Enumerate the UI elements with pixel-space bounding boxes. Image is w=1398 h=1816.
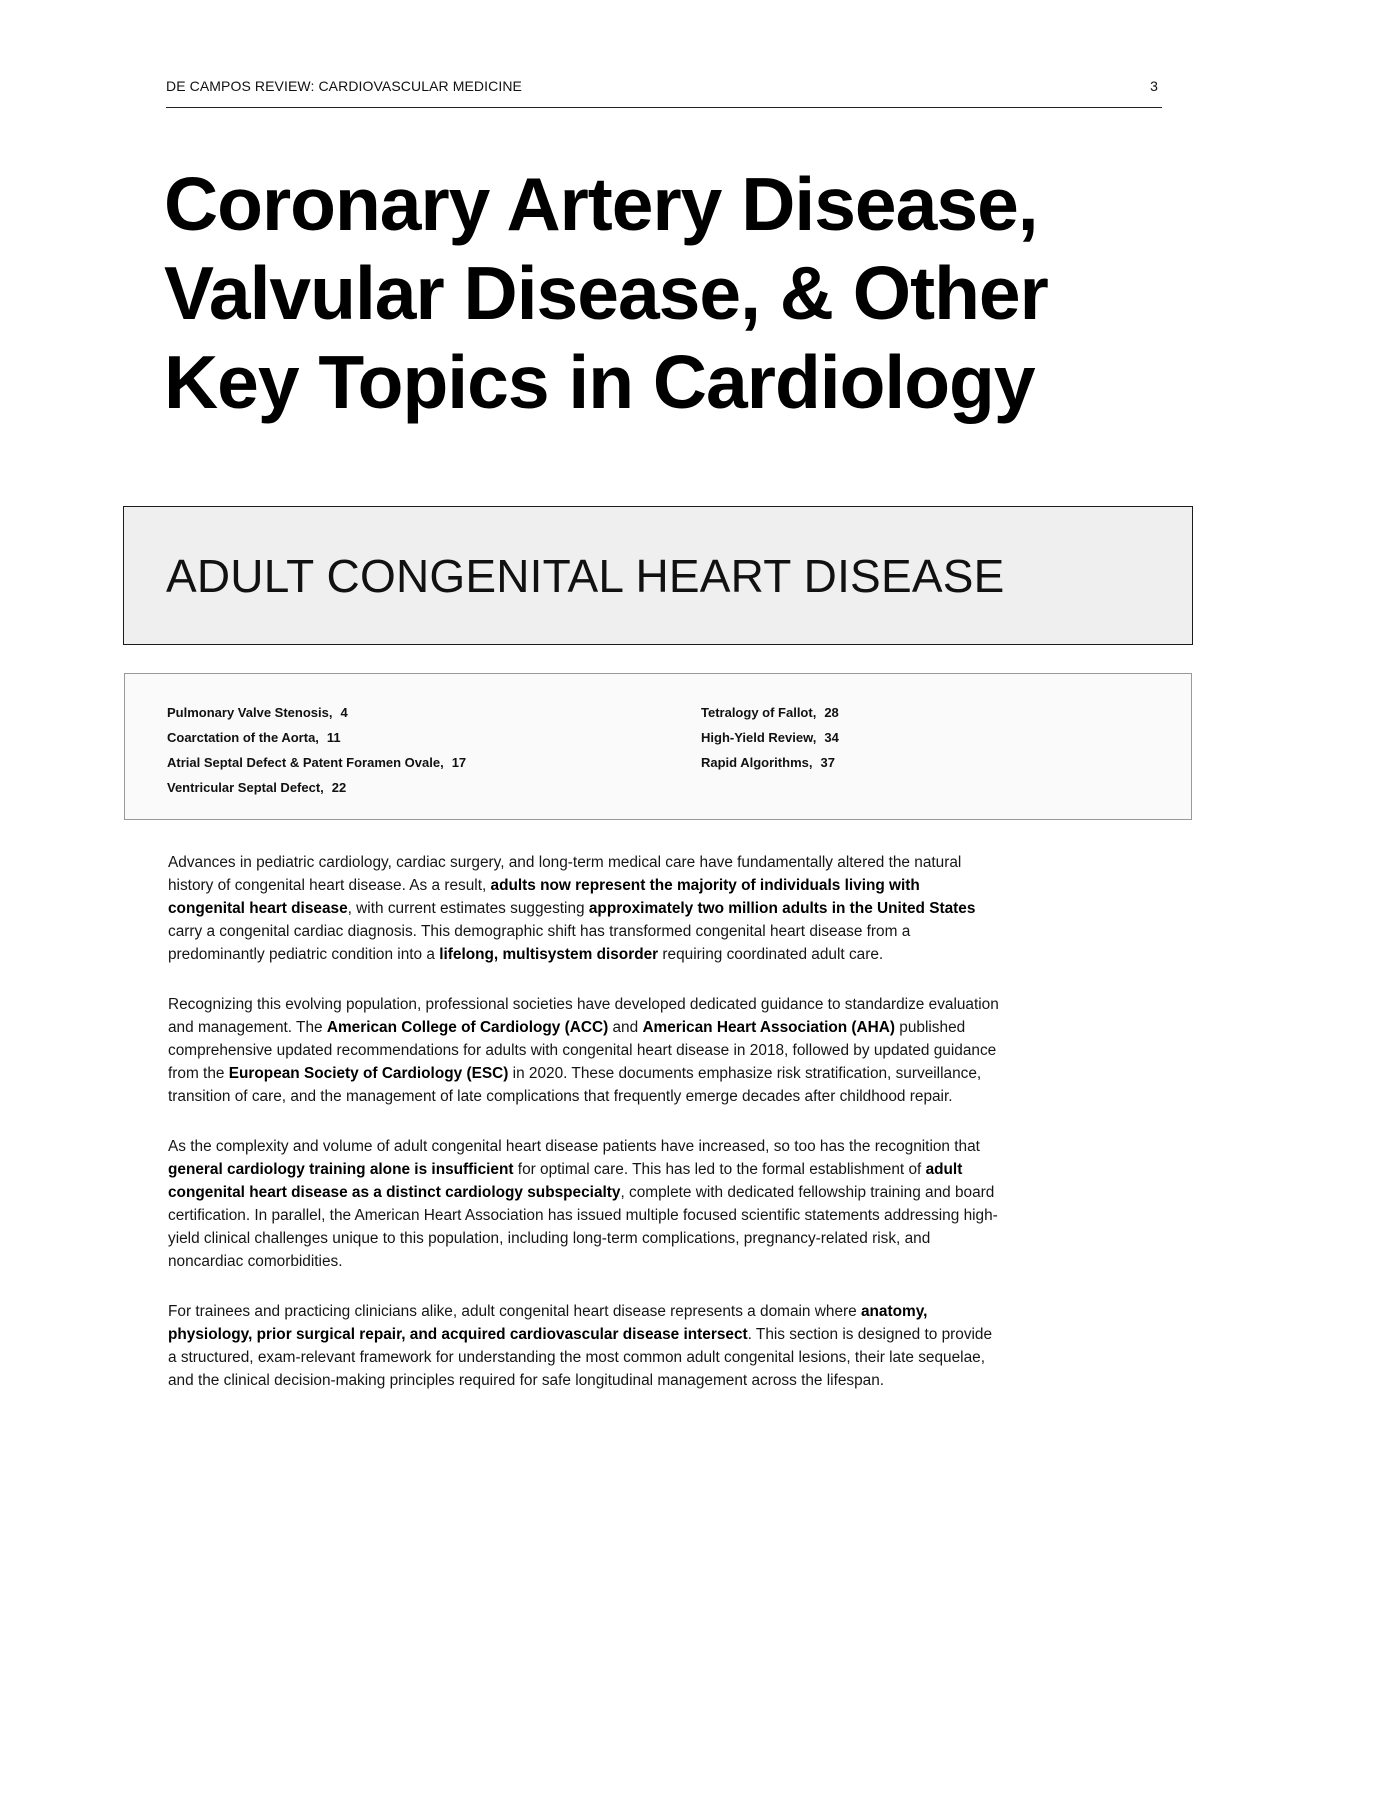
- text-run-bold: adults now represent the majority of individuals living with congenital heart disease: [168, 877, 920, 917]
- text-run: for optimal care. This has led to the formal establishment of: [513, 1161, 926, 1178]
- text-run-bold: approximately two million adults in the United States: [588, 900, 976, 917]
- toc-item-page: 17: [451, 755, 467, 770]
- chapter-title-line: Coronary Artery Disease,: [164, 162, 1038, 246]
- toc-item[interactable]: [701, 700, 839, 725]
- body-paragraph: [168, 1300, 1000, 1392]
- text-run: Advances in pediatric cardiology, cardiac surgery, and long-term medical care have fundamentally altered the natural history of congenital heart disease. As a result,: [168, 854, 962, 894]
- toc-item[interactable]: [167, 700, 466, 725]
- text-run-bold: lifelong, multisystem disorder: [439, 946, 659, 963]
- text-run: Recognizing this evolving population, professional societies have developed dedicated guidance to standardize evaluation and management. The: [168, 996, 999, 1036]
- toc-item[interactable]: [167, 725, 466, 750]
- chapter-title-line: Key Topics in Cardiology: [164, 340, 1035, 424]
- toc-item[interactable]: [167, 750, 466, 775]
- text-run: and: [608, 1019, 643, 1036]
- toc-item-label: Atrial Septal Defect & Patent Foramen Ovale,: [167, 755, 444, 770]
- table-of-contents: [124, 673, 1192, 820]
- text-run-bold: anatomy, physiology, prior surgical repair, and acquired cardiovascular disease intersect: [168, 1303, 928, 1343]
- text-run-bold: adult congenital heart disease as a distinct cardiology subspecialty: [168, 1161, 963, 1201]
- text-run-bold: general cardiology training alone is insufficient: [168, 1161, 514, 1178]
- text-run: , with current estimates suggesting: [347, 900, 589, 917]
- text-run: , complete with dedicated fellowship training and board certification. In parallel, the American Heart Association has issued multiple focused scientific statements addressing high-yield clinical challenges unique to this population, including long-term complications, pregnancy-related risk, and noncardiac comorbidities.: [168, 1184, 998, 1270]
- toc-item[interactable]: [701, 750, 839, 775]
- toc-column-2: [701, 700, 839, 775]
- text-run-bold: American College of Cardiology (ACC): [326, 1019, 609, 1036]
- toc-item-label: High-Yield Review,: [701, 730, 817, 745]
- text-run: As the complexity and volume of adult congenital heart disease patients have increased, so too has the recognition that: [168, 1138, 980, 1155]
- section-title: ADULT CONGENITAL HEART DISEASE: [166, 550, 1005, 602]
- page-number: 3: [1150, 78, 1158, 94]
- text-run: carry a congenital cardiac diagnosis. This demographic shift has transformed congenital heart disease from a predominantly pediatric condition into a: [168, 923, 911, 963]
- toc-item-label: Rapid Algorithms,: [701, 755, 813, 770]
- toc-item[interactable]: [167, 775, 466, 800]
- toc-item-label: Tetralogy of Fallot,: [701, 705, 817, 720]
- running-header-title: DE CAMPOS REVIEW: CARDIOVASCULAR MEDICINE: [166, 78, 522, 94]
- toc-item-label: Pulmonary Valve Stenosis,: [167, 705, 333, 720]
- toc-item-page: 37: [820, 755, 835, 770]
- body-paragraph: [168, 1135, 1000, 1273]
- text-run: For trainees and practicing clinicians alike, adult congenital heart disease represents a domain where: [168, 1303, 861, 1320]
- toc-item-label: Ventricular Septal Defect,: [167, 780, 324, 795]
- body-paragraph: [168, 851, 1000, 966]
- chapter-title-line: Valvular Disease, & Other: [164, 251, 1048, 335]
- toc-item-label: Coarctation of the Aorta,: [167, 730, 319, 745]
- toc-item-page: 28: [824, 705, 839, 720]
- toc-column-1: [167, 700, 466, 800]
- text-run: . This section is designed to provide a structured, exam-relevant framework for understanding the most common adult congenital lesions, their late sequelae, and the clinical decision-making principles required for safe longitudinal management across the lifespan.: [168, 1326, 993, 1389]
- text-run: requiring coordinated adult care.: [658, 946, 884, 963]
- running-header: [166, 76, 1162, 108]
- body-paragraph: [168, 993, 1000, 1108]
- toc-item-page: 22: [331, 780, 347, 795]
- toc-item-page: 11: [326, 730, 341, 745]
- text-run: in 2020. These documents emphasize risk stratification, surveillance, transition of care, and the management of late complications that frequently emerge decades after childhood repair.: [168, 1065, 982, 1105]
- chapter-title: [164, 160, 1124, 427]
- text-run-bold: American Heart Association (AHA): [642, 1019, 896, 1036]
- toc-item-page: 34: [824, 730, 839, 745]
- text-run-bold: European Society of Cardiology (ESC): [228, 1065, 509, 1082]
- toc-item[interactable]: [701, 725, 839, 750]
- text-run: published comprehensive updated recommendations for adults with congenital heart disease in 2018, followed by updated guidance from the: [168, 1019, 997, 1082]
- toc-item-page: 4: [340, 705, 348, 720]
- section-banner: [123, 506, 1193, 645]
- body-text: [168, 851, 1000, 1419]
